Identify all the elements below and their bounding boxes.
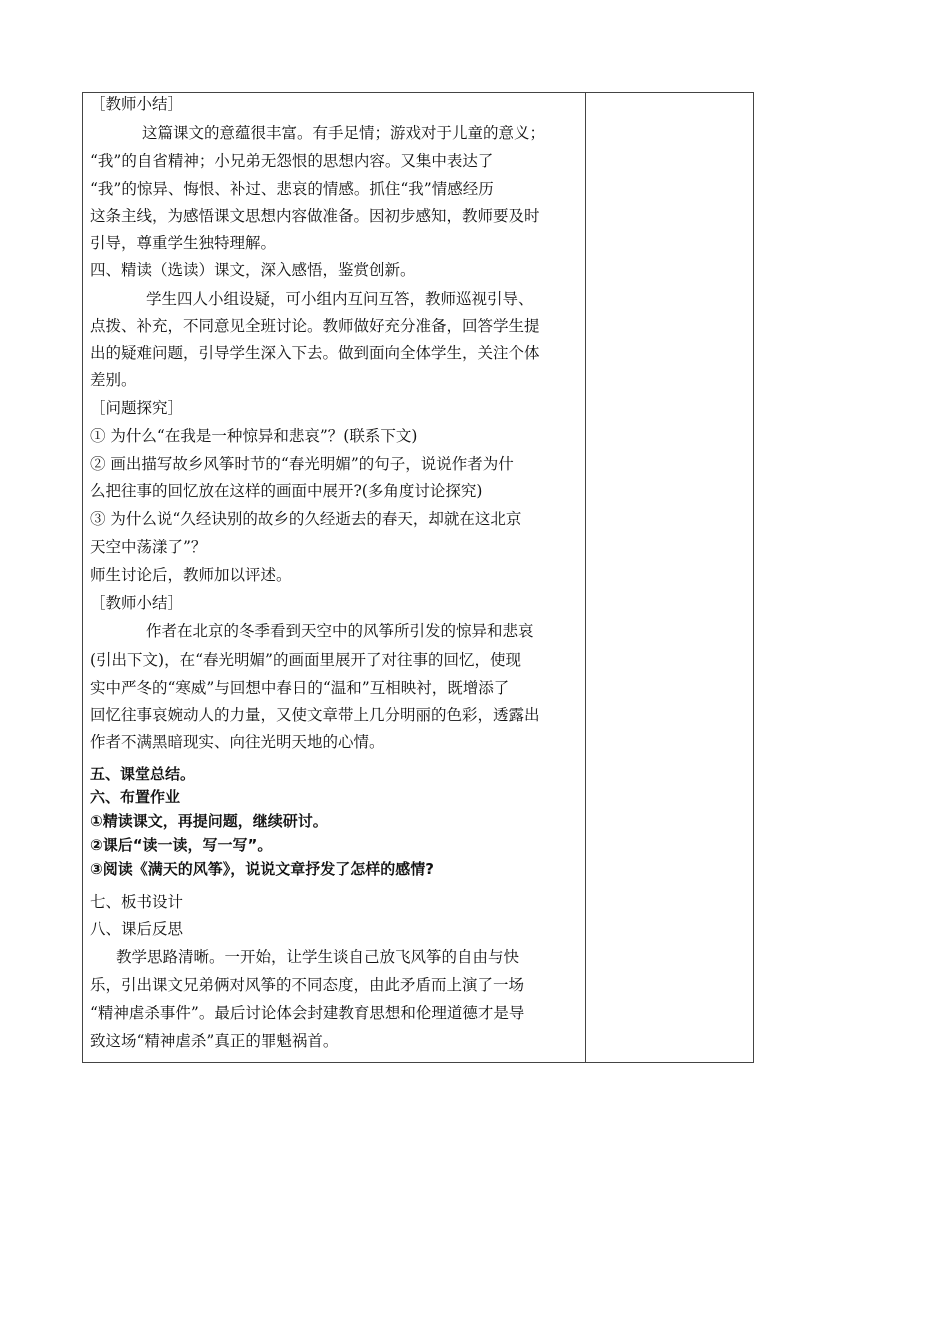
paragraph-line: 作者不满黑暗现实、向往光明天地的心情。 <box>90 733 385 751</box>
homework-item: ②课后“读一读，写一写”。 <box>90 836 273 854</box>
notes-cell <box>586 93 753 1062</box>
paragraph-line: 这条主线，为感悟课文思想内容做准备。因初步感知，教师要及时 <box>90 207 540 225</box>
homework-item: ①精读课文，再提问题，继续研讨。 <box>90 812 328 830</box>
paragraph-line: 作者在北京的冬季看到天空中的风筝所引发的惊异和悲哀 <box>146 622 534 640</box>
question-item: ③ 为什么说“久经诀别的故乡的久经逝去的春天，却就在这北京 <box>90 510 522 528</box>
question-explore-heading: ［问题探究］ <box>90 399 184 417</box>
paragraph-line: 师生讨论后，教师加以评述。 <box>90 566 292 584</box>
paragraph-line: 回忆往事哀婉动人的力量，又使文章带上几分明丽的色彩，透露出 <box>90 706 540 724</box>
paragraph-line: 致这场“精神虐杀”真正的罪魁祸首。 <box>90 1032 339 1050</box>
section-heading: 七、板书设计 <box>90 893 184 911</box>
paragraph-line: 实中严冬的“寒威”与回想中春日的“温和”互相映衬，既增添了 <box>90 679 510 697</box>
paragraph-line: 乐，引出课文兄弟俩对风筝的不同态度，由此矛盾而上演了一场 <box>90 976 525 994</box>
paragraph-line: 教学思路清晰。一开始，让学生谈自己放飞风筝的自由与快 <box>116 948 520 966</box>
paragraph-line: “我”的惊异、悔恨、补过、悲哀的情感。抓住“我”情感经历 <box>90 180 494 198</box>
question-item: 么把往事的回忆放在这样的画面中展开?(多角度讨论探究) <box>90 482 483 500</box>
question-item: ② 画出描写故乡风筝时节的“春光明媚”的句子，说说作者为什 <box>90 455 514 473</box>
paragraph-line: 点拨、补充，不同意见全班讨论。教师做好充分准备，回答学生提 <box>90 317 540 335</box>
paragraph-line: 出的疑难问题，引导学生深入下去。做到面向全体学生，关注个体 <box>90 344 540 362</box>
paragraph-line: (引出下文)，在“春光明媚”的画面里展开了对往事的回忆，使现 <box>90 651 521 669</box>
section-heading: 五、课堂总结。 <box>90 765 196 783</box>
paragraph-line: “我”的自省精神；小兄弟无怨恨的思想内容。又集中表达了 <box>90 152 494 170</box>
paragraph-line: 这篇课文的意蕴很丰富。有手足情；游戏对于儿童的意义； <box>142 124 546 142</box>
question-item: 天空中荡漾了”？ <box>90 538 207 556</box>
question-item: ① 为什么“在我是一种惊异和悲哀”？(联系下文) <box>90 427 418 445</box>
section-heading: 四、精读（选读）课文，深入感悟，鉴赏创新。 <box>90 261 416 279</box>
homework-item: ③阅读《满天的风筝》，说说文章抒发了怎样的感情? <box>90 860 434 878</box>
paragraph-line: 差别。 <box>90 371 137 389</box>
section-heading: 八、课后反思 <box>90 920 184 938</box>
teacher-summary-heading: ［教师小结］ <box>90 95 184 113</box>
teacher-summary-heading: ［教师小结］ <box>90 594 184 612</box>
paragraph-line: 引导，尊重学生独特理解。 <box>90 234 277 252</box>
paragraph-line: “精神虐杀事件”。最后讨论体会封建教育思想和伦理道德才是导 <box>90 1004 525 1022</box>
lesson-table <box>82 92 754 1063</box>
section-heading: 六、布置作业 <box>90 788 181 806</box>
paragraph-line: 学生四人小组设疑，可小组内互问互答，教师巡视引导、 <box>146 290 534 308</box>
